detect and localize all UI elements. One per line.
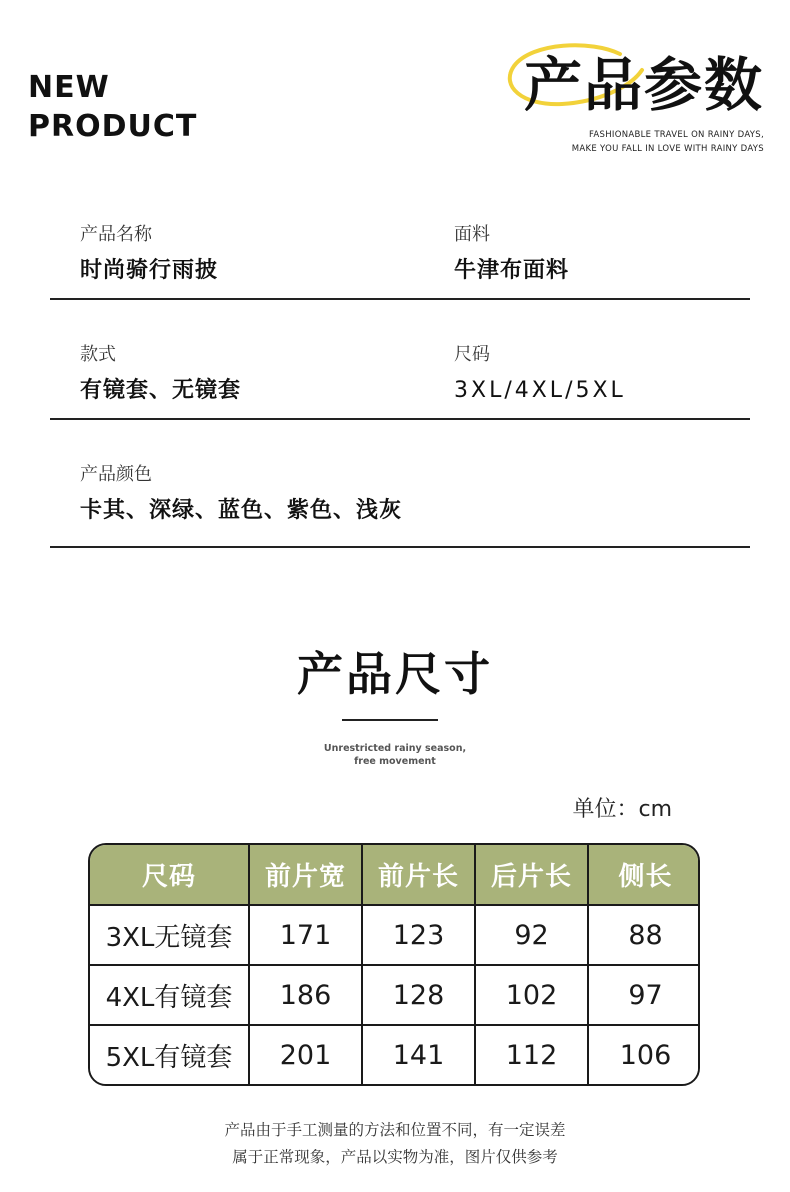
disclaimer-line1: 产品由于手工测量的方法和位置不同，有一定误差 (224, 1121, 566, 1139)
disclaimer-note (0, 1117, 790, 1171)
size-section-subtitle (0, 742, 790, 768)
size-label: 尺码 (454, 344, 490, 365)
size-section-title: 产品尺寸 (297, 647, 493, 701)
style-cell (80, 342, 241, 406)
info-row-name-fabric (50, 222, 750, 300)
table-cell: 5XL有镜套 (90, 1025, 249, 1084)
header-block (502, 40, 764, 160)
table-row (90, 905, 700, 965)
header-side-length: 侧长 (588, 845, 700, 905)
table-cell: 102 (475, 965, 588, 1025)
table-cell: 128 (362, 965, 475, 1025)
fabric-cell (454, 222, 569, 286)
header-front-length: 前片长 (362, 845, 475, 905)
table-cell: 201 (249, 1025, 362, 1084)
size-subtitle-line1: Unrestricted rainy season, (323, 743, 467, 754)
disclaimer-line2: 属于正常现象，产品以实物为准，图片仅供参考 (232, 1148, 558, 1166)
header-back-length: 后片长 (475, 845, 588, 905)
table-cell: 112 (475, 1025, 588, 1084)
table-cell: 106 (588, 1025, 700, 1084)
table-cell: 4XL有镜套 (90, 965, 249, 1025)
style-value: 有镜套、无镜套 (80, 378, 242, 403)
table-cell: 3XL无镜套 (90, 905, 249, 965)
info-row-style-size (50, 342, 750, 420)
color-cell (80, 462, 402, 526)
table-cell: 171 (249, 905, 362, 965)
brand-line-product: PRODUCT (28, 109, 198, 144)
table-row (90, 1025, 700, 1084)
table-row (90, 965, 700, 1025)
product-name-label: 产品名称 (80, 224, 152, 245)
product-name-cell (80, 222, 218, 286)
table-cell: 141 (362, 1025, 475, 1084)
size-table (88, 843, 700, 1086)
size-table-grid (90, 845, 700, 1084)
color-label: 产品颜色 (80, 464, 152, 485)
color-value: 卡其、深绿、蓝色、紫色、浅灰 (80, 498, 403, 523)
fabric-value: 牛津布面料 (454, 258, 570, 283)
size-cell (454, 342, 626, 406)
table-cell: 186 (249, 965, 362, 1025)
style-label: 款式 (80, 344, 116, 365)
fabric-label: 面料 (454, 224, 490, 245)
info-row-color (50, 462, 750, 548)
header-size: 尺码 (90, 845, 249, 905)
brand-mark (28, 68, 197, 146)
page-title: 产品参数 (523, 51, 764, 119)
size-value: 3XL/4XL/5XL (454, 378, 626, 403)
product-name-value: 时尚骑行雨披 (80, 258, 219, 283)
header-subtitle-line2: MAKE YOU FALL IN LOVE WITH RAINY DAYS (571, 144, 764, 154)
table-cell: 97 (588, 965, 700, 1025)
table-cell: 92 (475, 905, 588, 965)
brand-line-new: NEW (28, 70, 110, 105)
size-title-divider (342, 719, 438, 721)
table-header-row (90, 845, 700, 905)
table-cell: 88 (588, 905, 700, 965)
header-front-width: 前片宽 (249, 845, 362, 905)
size-subtitle-line2: free movement (354, 756, 436, 767)
unit-label: 单位：cm (572, 797, 672, 822)
table-cell: 123 (362, 905, 475, 965)
header-subtitle-line1: FASHIONABLE TRAVEL ON RAINY DAYS, (589, 130, 764, 140)
header-subtitle (572, 128, 764, 156)
